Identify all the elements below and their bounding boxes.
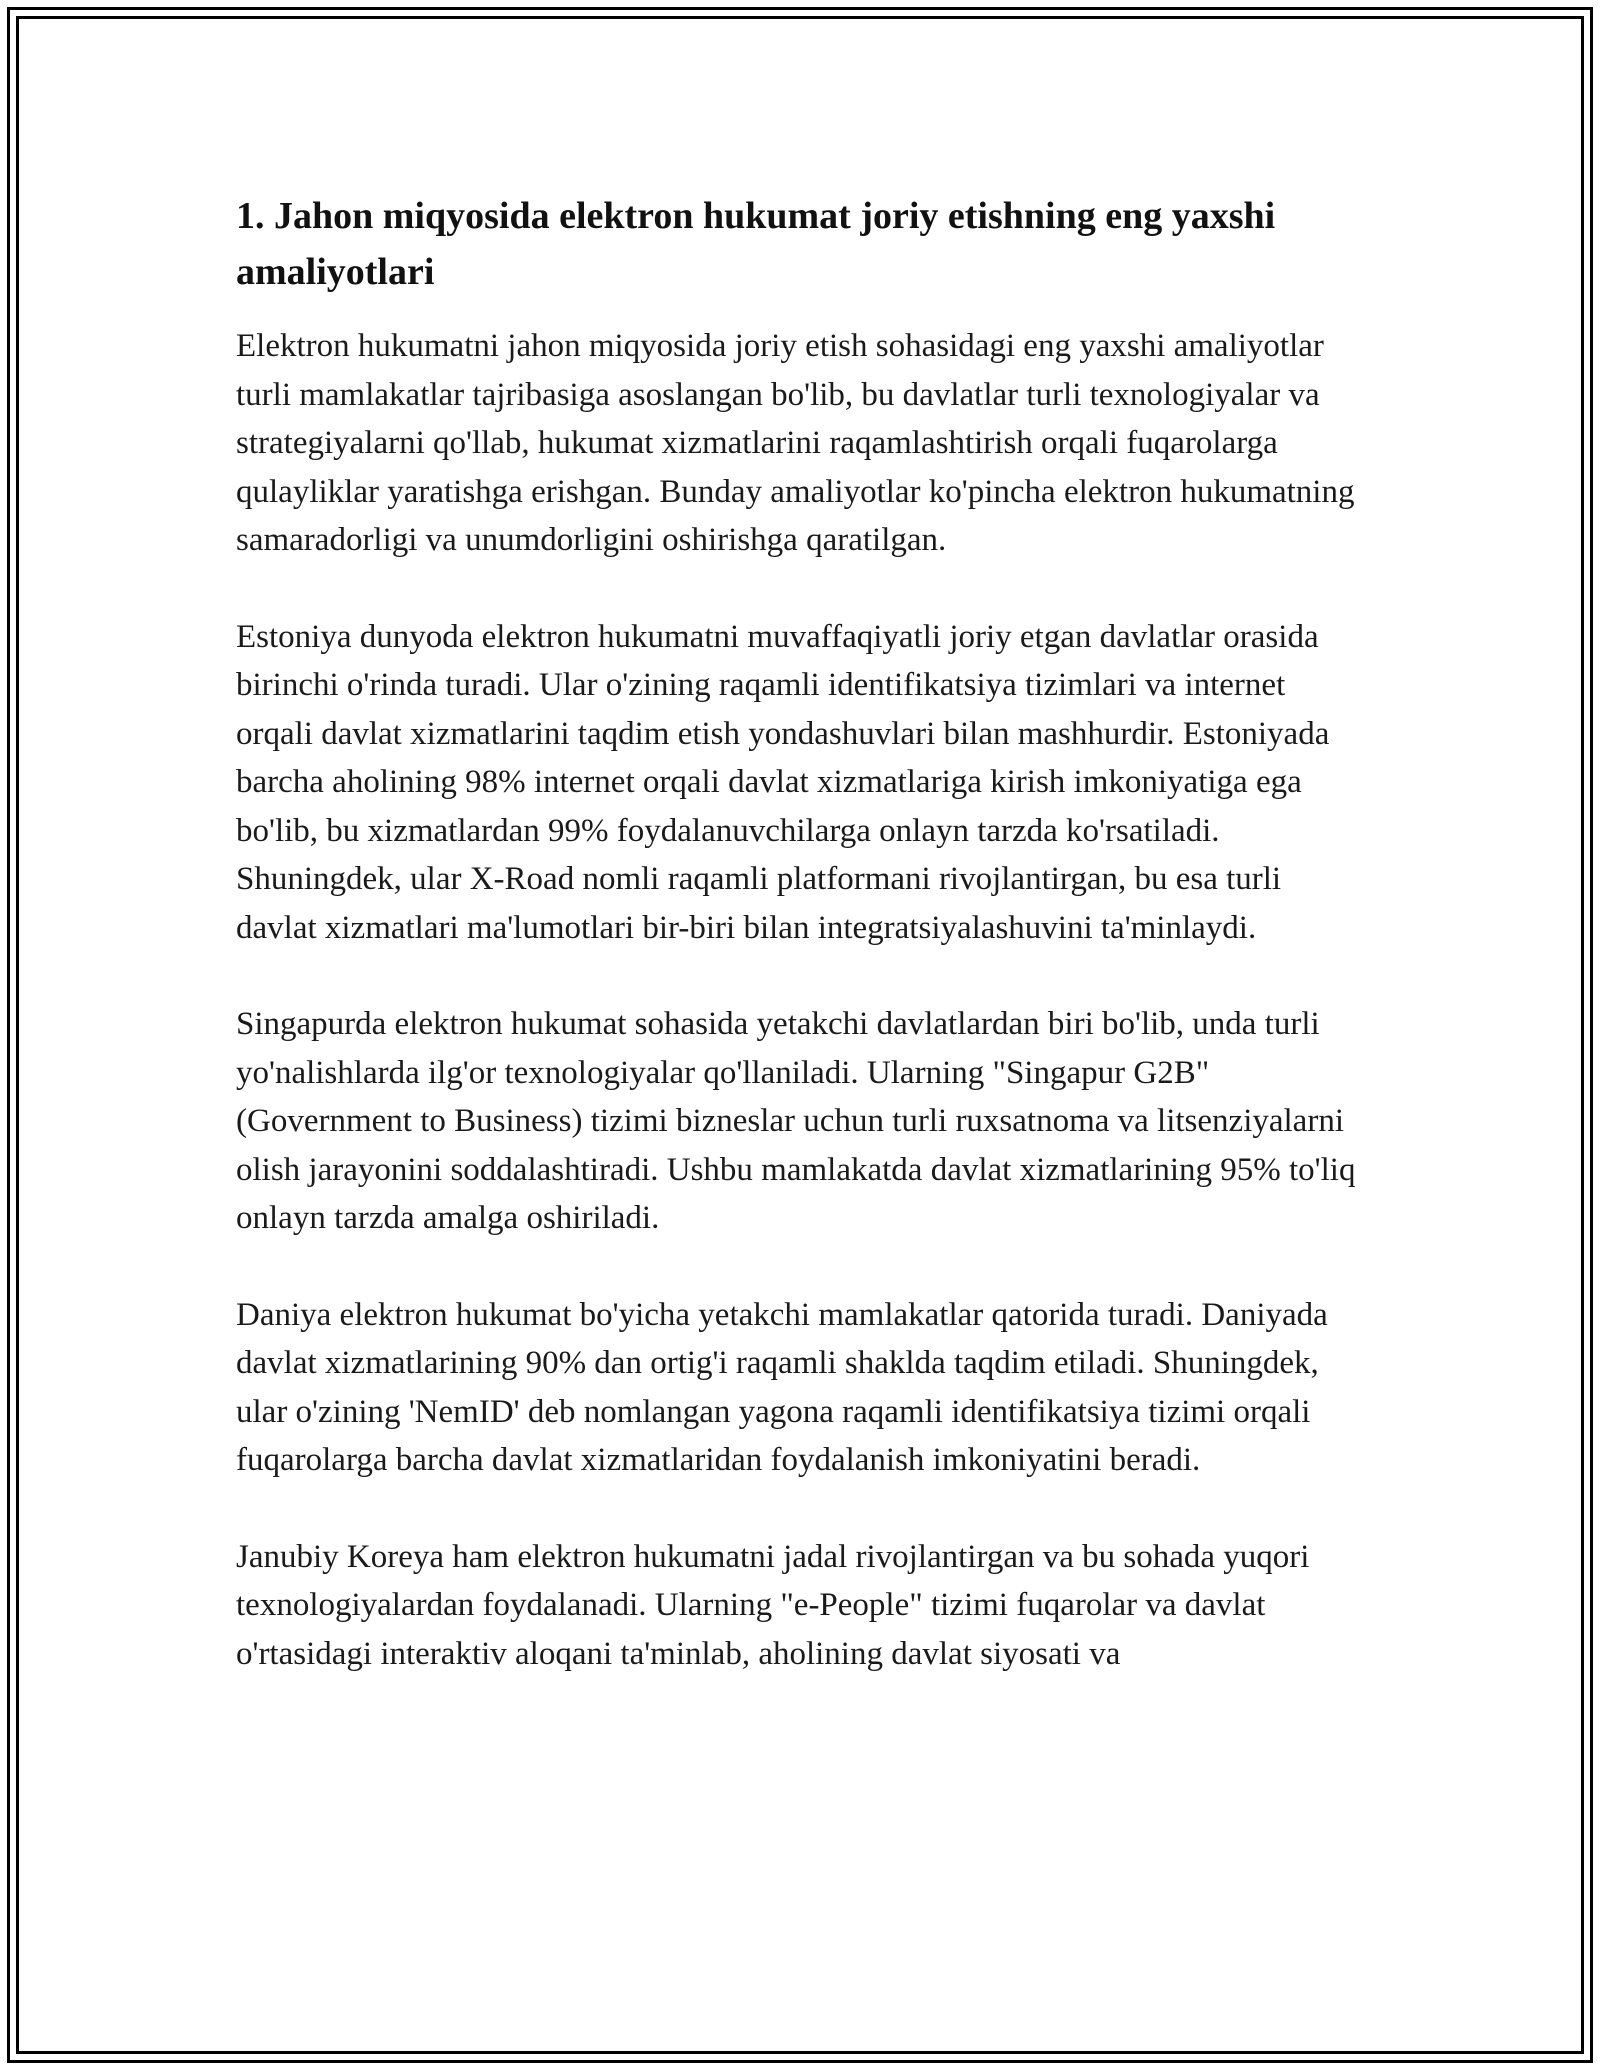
paragraph-denmark: Daniya elektron hukumat bo'yicha yetakchi mamlakatlar qatorida turadi. Daniyada davlat xizmatlarining 90% dan ortig'i raqamli shaklda taqdim etiladi. Shuningdek, ular o'zining 'NemID' deb nomlangan yagona raqamli identifikatsiya tizimi orqali fuqarolarga barcha davlat xizmatlaridan foydalanish imkoniyatini beradi. [236,1296,1328,1478]
paragraph-singapore: Singapurda elektron hukumat sohasida yetakchi davlatlardan biri bo'lib, unda turli yo'nalishlarda ilg'or texnologiyalar qo'llaniladi. Ularning "Singapur G2B" (Government to Business) tizimi bizneslar uchun turli ruxsatnoma va litsenziyalarni olish jarayonini soddalashtiradi. Ushbu mamlakatda davlat xizmatlarining 95% to'liq onlayn tarzda amalga oshiriladi. [236,1006,1356,1236]
paragraph-estonia: Estoniya dunyoda elektron hukumatni muvaffaqiyatli joriy etgan davlatlar orasida birinchi o'rinda turadi. Ular o'zining raqamli identifikatsiya tizimlari va internet orqali davlat xizmatlarini taqdim etish yondashuvlari bilan mashhurdir. Estoniyada barcha aholining 98% internet orqali davlat xizmatlariga kirish imkoniyatiga ega bo'lib, bu xizmatlardan 99% foydalanuvchilarga onlayn tarzda ko'rsatiladi. Shuningdek, ular X-Road nomli raqamli platformani rivojlantirgan, bu esa turli davlat xizmatlari ma'lumotlari bir-biri bilan integratsiyalashuvini ta'minlaydi. [236,618,1330,946]
paragraph-south-korea: Janubiy Koreya ham elektron hukumatni jadal rivojlantirgan va bu sohada yuqori texnologiyalardan foydalanadi. Ularning "e-People" tizimi fuqarolar va davlat o'rtasidagi interaktiv aloqani ta'minlab, aholining davlat siyosati va [236,1538,1310,1672]
section-heading: 1. Jahon miqyosida elektron hukumat joriy etishning eng yaxshi amaliyotlari [236,195,1276,293]
paragraph-intro: Elektron hukumatni jahon miqyosida joriy etish sohasidagi eng yaxshi amaliyotlar turli mamlakatlar tajribasiga asoslangan bo'lib, bu davlatlar turli texnologiyalar va strategiyalarni qo'llab, hukumat xizmatlarini raqamlashtirish orqali fuqarolarga qulayliklar yaratishga erishgan. Bunday amaliyotlar ko'pincha elektron hukumatning samaradorligi va unumdorligini oshirishga qaratilgan. [236,328,1355,558]
document-body [236,188,1366,1678]
